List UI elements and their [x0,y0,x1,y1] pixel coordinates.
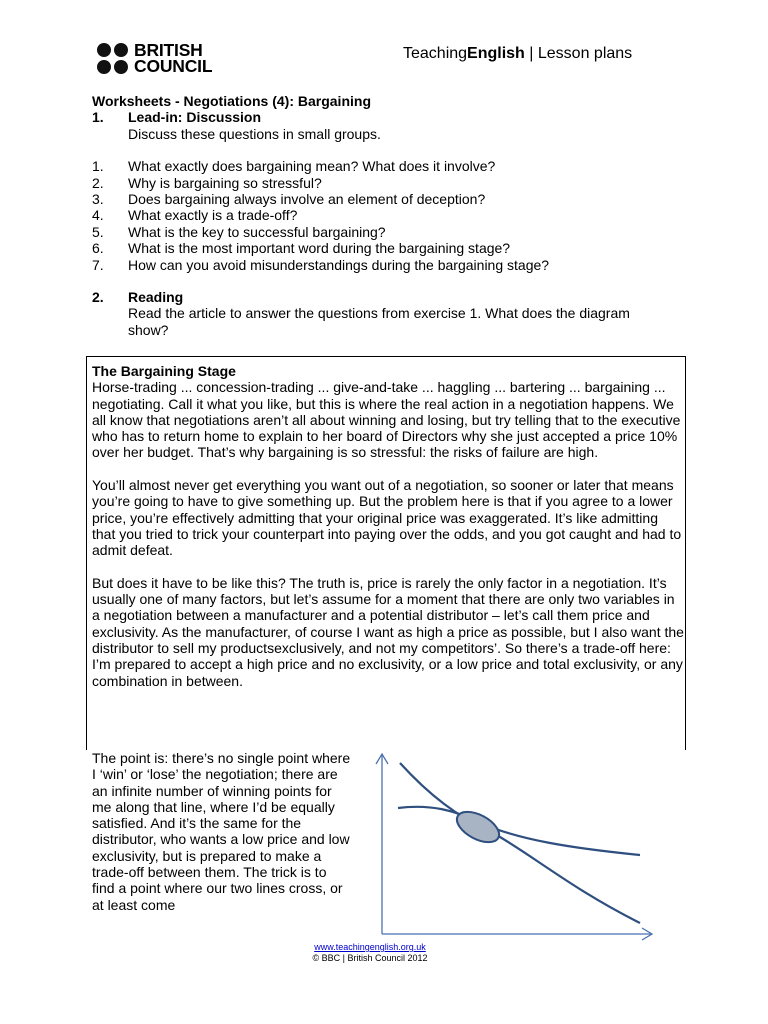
section2-title: Reading [128,289,184,306]
question-number: 5. [92,223,104,240]
list-item [92,257,692,273]
question-text: What is the key to successful bargaining? [128,223,386,240]
list-item [92,207,692,223]
question-number: 2. [92,174,104,191]
question-number: 3. [92,191,104,208]
question-number: 6. [92,240,104,257]
question-text: What exactly does bargaining mean? What does it involve? [128,158,496,175]
list-item [92,175,692,191]
article-paragraph-2: You’ll almost never get everything you want out of a negotiation, so sooner or later that means you’re going to have to give something up. But the problem here is that if you agree to a lower price, you’re effectively admitting that your original price was exaggerated. It’s like admitting that you tried to trick your counterpart into paying over the odds, and you got caught and had to admit defeat. [92,477,682,559]
article-box [86,356,686,750]
question-text: Does bargaining always involve an element of deception? [128,191,486,208]
question-text: What exactly is a trade-off? [128,207,298,224]
agreement-zone [452,806,504,849]
question-number: 1. [92,158,104,175]
article-body [92,363,684,705]
list-item [92,191,692,207]
footer [300,942,440,964]
article-title: The Bargaining Stage [92,363,236,379]
section2-number: 2. [92,289,104,306]
section2-instruction: Read the article to answer the questions from exercise 1. What does the diagram show? [128,305,630,338]
section1-instruction: Discuss these questions in small groups. [128,125,381,142]
footer-url-link[interactable]: www.teachingenglish.org.uk [314,942,426,952]
list-item [92,240,692,256]
section1-heading [92,109,692,125]
article-paragraph-3: But does it have to be like this? The truth is, price is rarely the only factor in a negotiation. It’s usually one of many factors, but let’s assume for a moment that there are only two variables in a negotiation between a manufacturer and a potential distributor – let’s call them price and exclusivity. As the manufacturer, of course I want as high a price as possible, but I also want the distributor to sell my productsexclusively, and not my competitors’. So there’s a trade-off here: I’m prepared to accept a high price and no exclusivity, or a low price and total exclusivity, or any combination in between. [92,574,684,689]
manufacturer-curve [400,763,640,923]
section1-title: Lead-in: Discussion [128,109,262,126]
question-number: 7. [92,256,104,273]
logo-text [134,40,213,76]
question-number: 4. [92,207,104,224]
question-text: Why is bargaining so stressful? [128,174,322,191]
logo-dots-icon [97,43,128,74]
worksheet [92,93,692,338]
footer-copyright: © BBC | British Council 2012 [312,953,428,963]
worksheet-title: Worksheets - Negotiations (4): Bargaining [92,93,371,109]
logo-line1: BRITISH [134,40,203,60]
section1-number: 1. [92,109,104,126]
logo-line2: COUNCIL [134,55,213,76]
list-item [92,158,692,174]
trade-off-diagram [370,748,660,943]
article-paragraph-1: Horse-trading ... concession-trading ... give-and-take ... haggling ... bartering ... bargaining ... negotiating. Call it what you like, but this is where the real action in a negotiation happens. We all know that negotiations aren’t all about winning and losing, but try telling that to the executive who has to return home to explain to her board of Directors why she just accepted a price 10% over her budget. That’s why bargaining is so stressful: the risks of failure are high. [92,379,681,461]
question-text: What is the most important word during the bargaining stage? [128,240,511,257]
list-item [92,224,692,240]
question-text: How can you avoid misunderstandings during the bargaining stage? [128,256,550,273]
question-list [92,158,692,273]
site-title-english: English [467,45,525,62]
british-council-logo [97,40,213,76]
site-title [403,45,632,63]
site-title-rest: | Lesson plans [524,45,633,62]
article-paragraph-4: The point is: there’s no single point where I ‘win’ or ‘lose’ the negotiation; there are an infinite number of winning points for me along that line, where I’d be equally satisfied. And it’s the same for the distributor, who wants a low price and low exclusivity, but is prepared to make a trade-off between them. The trick is to find a point where our two lines cross, or at least come [92,750,351,913]
site-title-teaching: Teaching [403,45,468,62]
section2-heading [92,289,692,305]
